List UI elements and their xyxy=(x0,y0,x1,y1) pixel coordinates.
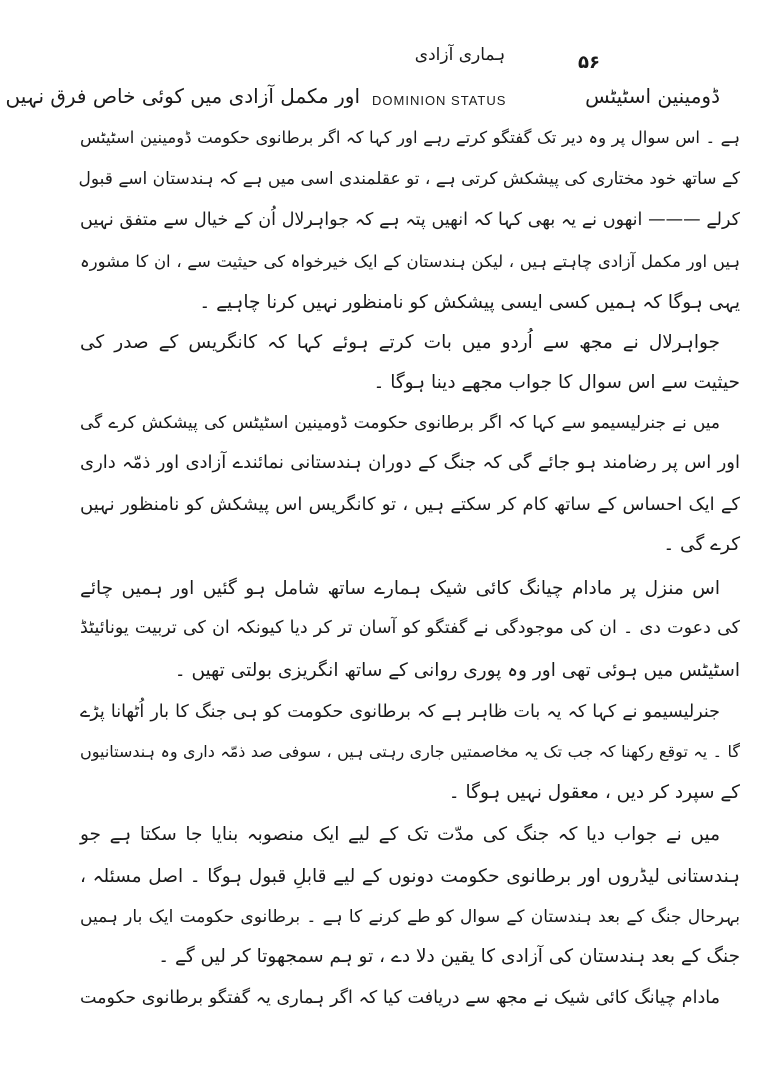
body-line: بہرحال جنگ کے بعد ہندستان کے سوال کو طے کرنے کا ہے ۔ برطانوی حکومت ایک بار ہمیں xyxy=(80,907,740,927)
body-line: اس منزل پر مادام چیانگ کائی شیک ہمارے ساتھ شامل ہو گئیں اور ہمیں چائے xyxy=(80,578,720,599)
body-line: کے ایک احساس کے ساتھ کام کر سکتے ہیں ، تو کانگریس اس پیشکش کو نامنظور نہیں xyxy=(80,494,740,515)
body-line: کرلے ——— انھوں نے یہ بھی کہا کہ انھیں پتہ ہے کہ جواہرلال اُن کے خیال سے متفق نہیں xyxy=(80,210,740,230)
body-line: جنرلیسیمو نے کہا کہ یہ بات ظاہر ہے کہ برطانوی حکومت کو ہی جنگ کا بار اُٹھانا پڑے xyxy=(80,702,720,722)
body-line: مادام چیانگ کائی شیک نے مجھ سے دریافت کیا کہ اگر ہماری یہ گفتگو برطانوی حکومت xyxy=(80,988,720,1008)
body-line: جواہرلال نے مجھ سے اُردو میں بات کرتے ہوئے کہا کہ کانگریس کے صدر کی xyxy=(80,332,720,353)
body-line: کے ساتھ خود مختاری کی پیشکش کرتی ہے ، تو عقلمندی اسی میں ہے کہ ہندستان اسے قبول xyxy=(78,169,740,189)
body-line: کے سپرد کر دیں ، معقول نہیں ہوگا ۔ xyxy=(448,782,740,803)
body-line: ہیں اور مکمل آزادی چاہتے ہیں ، لیکن ہندستان کے ایک خیرخواہ کی حیثیت سے ، ان کا مشورہ xyxy=(80,252,740,271)
body-line: میں نے جنرلیسیمو سے کہا کہ اگر برطانوی حکومت ڈومینین اسٹیٹس کی پیشکش کرے گی xyxy=(80,413,720,433)
title-continuation: اور مکمل آزادی میں کوئی خاص فرق نہیں xyxy=(5,84,360,108)
section-title: ڈومینین اسٹیٹس xyxy=(585,84,720,108)
body-line: حیثیت سے اس سوال کا جواب مجھے دینا ہوگا ۔ xyxy=(373,372,740,393)
body-line: کرے گی ۔ xyxy=(663,534,740,555)
body-line: اسٹیٹس میں ہوئی تھی اور وہ پوری روانی کے ساتھ انگریزی بولتی تھیں ۔ xyxy=(174,660,740,681)
body-line: کی دعوت دی ۔ ان کی موجودگی نے گفتگو کو آسان تر کر دیا کیونکہ ان کی تربیت یونائیٹڈ xyxy=(80,618,740,638)
body-line: گا ۔ یہ توقع رکھنا کہ جب تک یہ مخاصمتیں جاری رہتی ہیں ، سوفی صد ذمّہ داری وہ ہندستانیوں xyxy=(80,742,740,761)
body-line: یہی ہوگا کہ ہمیں کسی ایسی پیشکش کو نامنظور نہیں کرنا چاہیے ۔ xyxy=(199,292,740,313)
body-line: میں نے جواب دیا کہ جنگ کی مدّت تک کے لیے ایک منصوبہ بنایا جا سکتا ہے جو xyxy=(80,824,720,845)
running-title: ہماری آزادی xyxy=(414,45,506,65)
body-line: ہے ۔ اس سوال پر وہ دیر تک گفتگو کرتے رہے اور کہا کہ اگر برطانوی حکومت ڈومینین اسٹیٹس xyxy=(80,128,740,147)
english-heading: DOMINION STATUS xyxy=(372,93,507,108)
page-number: ۵۶ xyxy=(578,52,600,73)
body-line: جنگ کے بعد ہندستان کی آزادی کا یقین دلا دے ، تو ہم سمجھوتا کر لیں گے ۔ xyxy=(158,946,740,967)
body-line: اور اس پر رضامند ہو جائے گی کہ جنگ کے دوران ہندستانی نمائندے آزادی اور ذمّہ داری xyxy=(80,452,740,473)
body-line: ہندستانی لیڈروں اور برطانوی حکومت دونوں کے لیے قابلِ قبول ہوگا ۔ اصل مسئلہ ، xyxy=(80,866,740,887)
